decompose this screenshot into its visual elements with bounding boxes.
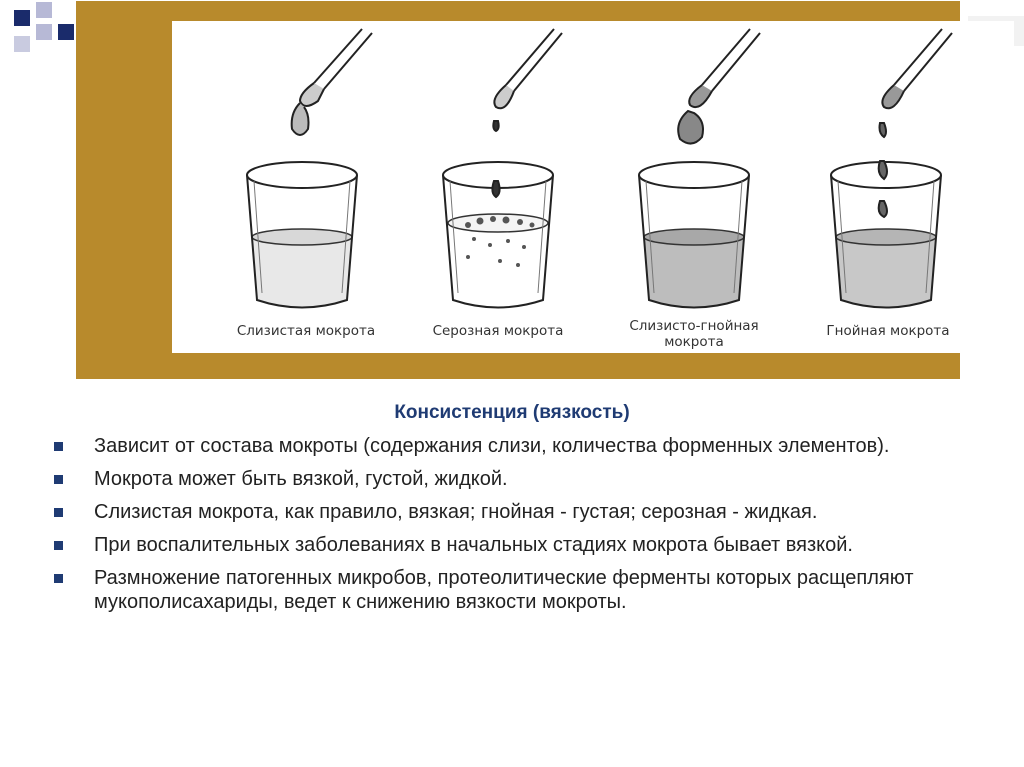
bullet-item [52,434,992,458]
corner-square [36,24,52,40]
bullet-marker [54,475,63,484]
corner-decoration [0,0,75,60]
bullet-item [52,533,992,557]
caption-glass-2: Серозная мокрота [432,323,564,339]
bullet-item [52,566,992,614]
corner-square [14,36,30,52]
caption-glass-1: Слизистая мокрота [236,323,376,339]
pipette-1 [292,29,372,135]
bullet-item [52,467,992,491]
bullet-marker [54,541,63,550]
corner-square [36,2,52,18]
glasses-illustration [172,21,1014,353]
glass-1 [247,162,357,308]
figure-panel [172,21,1014,353]
section-heading: Консистенция (вязкость) [394,402,630,423]
bullet-item [52,500,992,524]
bullet-text: При воспалительных заболеваниях в начальных стадиях мокрота бывает вязкой. [94,534,853,556]
bullet-marker [54,508,63,517]
bullet-marker [54,442,63,451]
glass-3 [639,162,749,308]
bullet-list [52,434,992,623]
glass-4 [831,162,941,308]
figure-frame [76,1,960,379]
bullet-text: Размножение патогенных микробов, протеолитические ферменты которых расщепляют мукополисахариды, ведет к снижению вязкости мокроты. [94,567,914,613]
bullet-text: Слизистая мокрота, как правило, вязкая; гнойная - густая; серозная - жидкая. [94,501,818,523]
caption-glass-4: Гнойная мокрота [826,323,950,339]
bullet-text: Зависит от состава мокроты (содержания слизи, количества форменных элементов). [94,435,890,457]
corner-square [58,24,74,40]
pipette-3 [678,29,760,144]
corner-square [14,10,30,26]
bullet-text: Мокрота может быть вязкой, густой, жидкой. [94,468,508,490]
bullet-marker [54,574,63,583]
caption-glass-3: Слизисто-гнойная мокрота [629,318,759,350]
